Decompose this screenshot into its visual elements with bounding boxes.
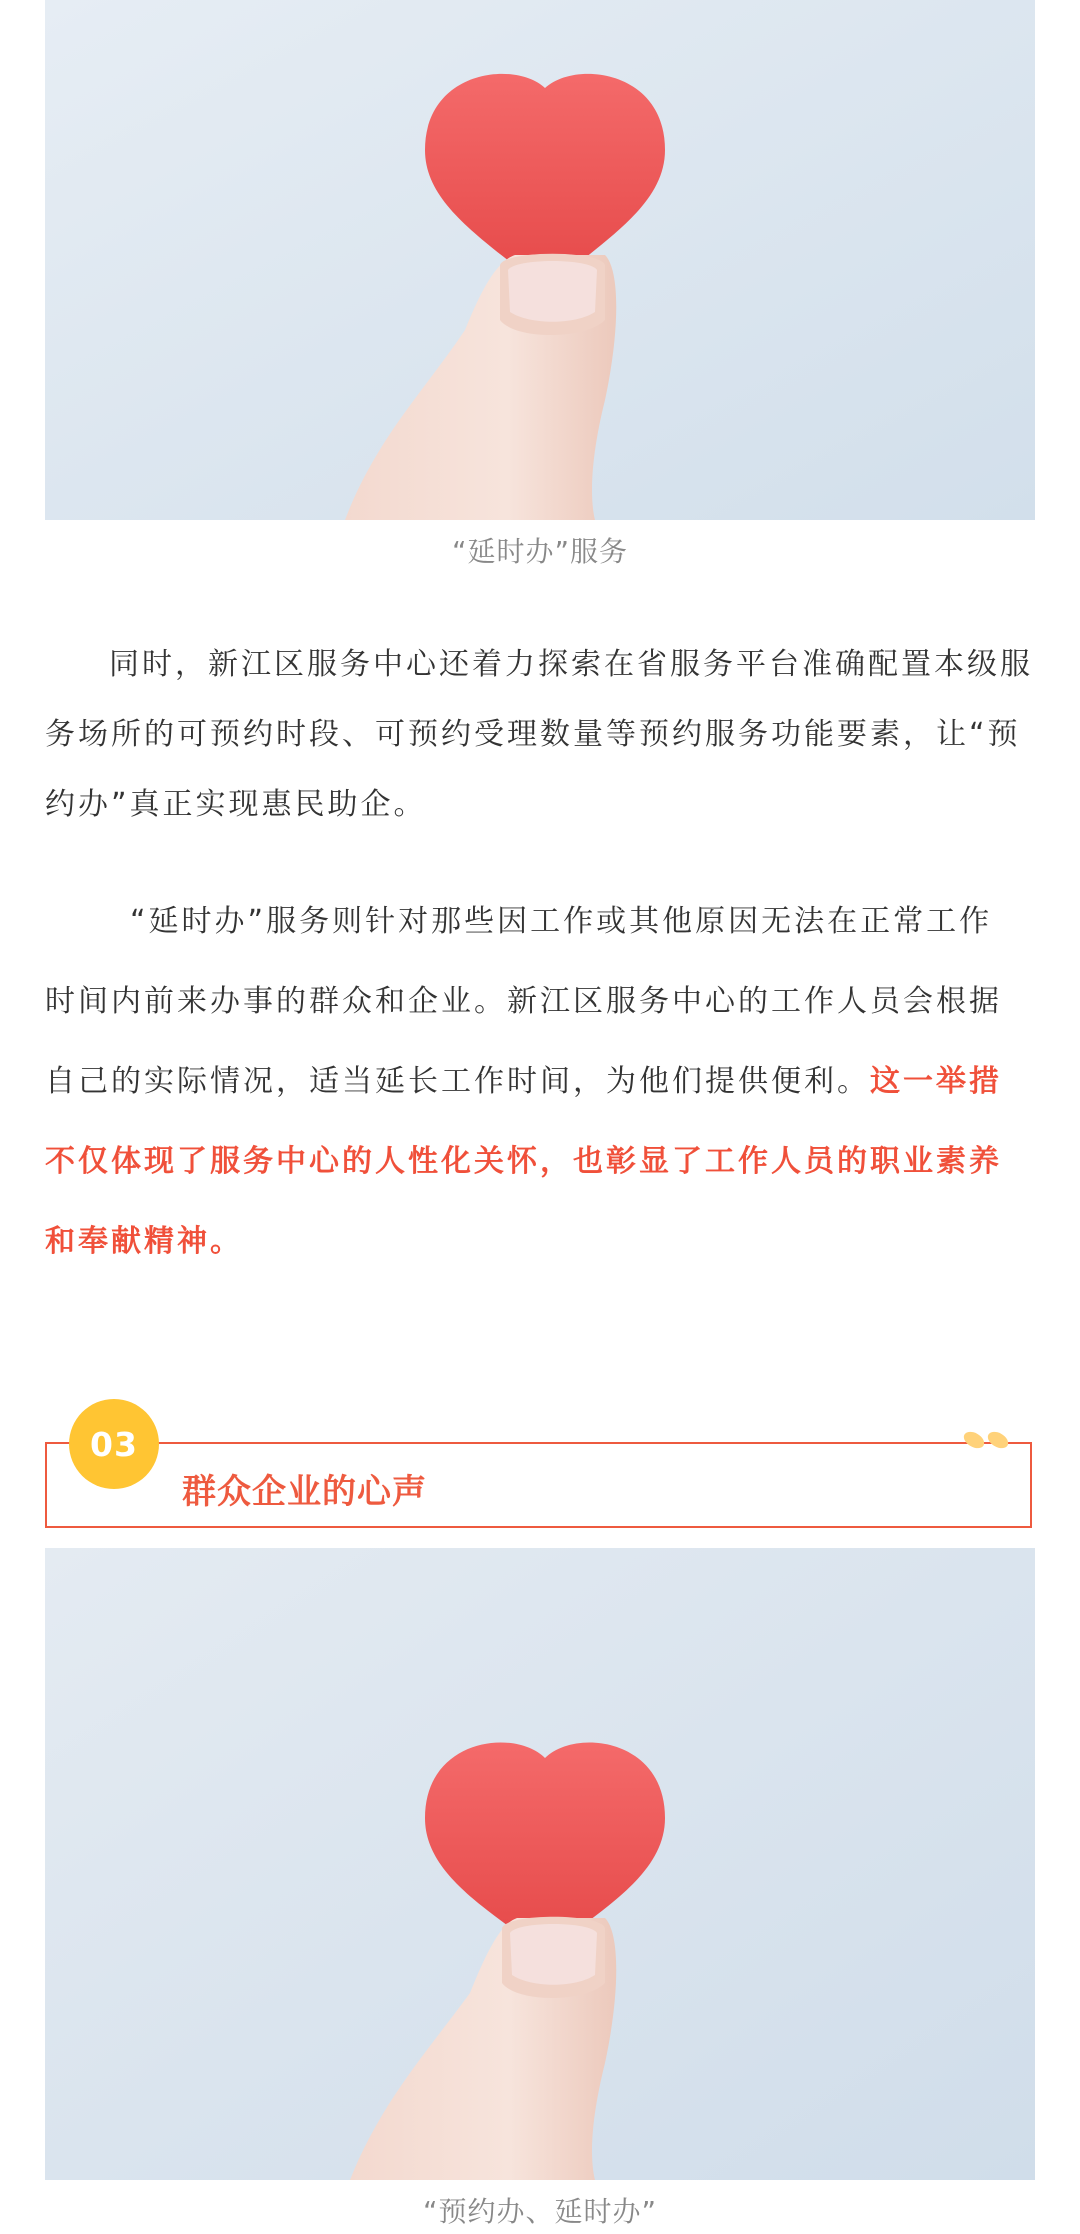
section-title: 群众企业的心声 [182,1472,427,1512]
paragraph-text: “延时办”服务则针对那些因工作或其他原因无法在正常工作时间内前来办事的群众和企业。新江区服务中心的工作人员会根据自己的实际情况，适当延长工作时间，为他们提供便利。 [45,904,1002,1099]
figure-caption-1: “延时办”服务 [451,535,628,568]
heart-hand-photo-1 [45,0,1035,520]
decorative-dots-icon [958,1424,1018,1454]
heart-hand-photo-2 [45,1548,1035,2180]
section-number-badge: 03 [69,1399,159,1489]
figure-caption-2: “预约办、延时办” [422,2195,657,2228]
highlighted-text: 这一举措不仅体现了服务中心的人性化关怀，也彰显了工作人员的职业素养和奉献精神。 [45,1064,1002,1259]
heart-hand-illustration [45,0,1035,520]
body-paragraph-2 [45,882,1020,1282]
heart-hand-illustration [45,1548,1035,2180]
body-paragraph-1: 同时，新江区服务中心还着力探索在省服务平台准确配置本级服务场所的可预约时段、可预约受理数量等预约服务功能要素，让“预约办”真正实现惠民助企。 [45,647,1033,822]
